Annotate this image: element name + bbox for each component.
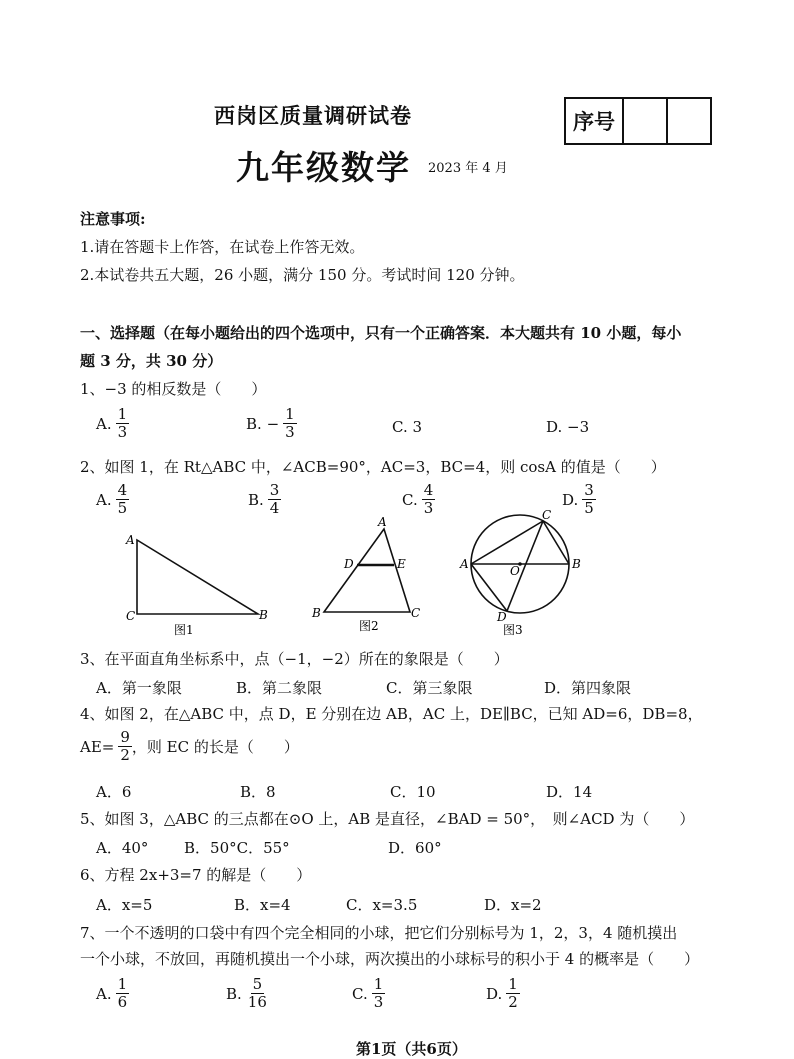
q7-a-fraction: $\frac{1}{6}$ <box>117 975 128 1011</box>
q2-d-fraction: $\frac{3}{5}$ <box>584 481 594 517</box>
fig1-label-b: B <box>259 608 268 622</box>
q3-stem: 3、在平面直角坐标系中，点（−1，−2）所在的象限是（ ） <box>80 650 509 668</box>
q7-option-b: B. $\frac{5}{16}$ <box>226 975 267 1011</box>
q7-option-d: D. $\frac{1}{2}$ <box>486 975 518 1011</box>
notes-item-2: 2.本试卷共五大题，26 小题，满分 150 分。考试时间 120 分钟。 <box>80 266 525 284</box>
notes-heading: 注意事项: <box>80 210 146 228</box>
q4-option-a: A．6 <box>96 783 132 801</box>
exam-date: 2023 年 4 月 <box>428 161 508 176</box>
section1-heading-line1: 一、选择题（在每小题给出的四个选项中，只有一个正确答案．本大题共有 10 小题，每小 <box>80 324 682 342</box>
q4-option-c: C．10 <box>390 783 436 801</box>
q7-d-fraction: $\frac{1}{2}$ <box>508 975 518 1011</box>
exam-school-title: 西岗区质量调研试卷 <box>214 103 412 128</box>
q4-ae-fraction: $\frac{9}{2}$ <box>120 728 130 764</box>
section1-heading-line2: 题 3 分，共 30 分） <box>80 352 223 370</box>
fig3-label-c: C <box>542 508 552 522</box>
q3-option-a: A．第一象限 <box>96 679 182 697</box>
q1-option-d: D. −3 <box>546 418 590 436</box>
q1-option-c: C. 3 <box>392 418 423 436</box>
q3-option-b: B．第二象限 <box>236 679 323 697</box>
q7-stem-line2: 一个小球，不放回，再随机摸出一个小球，两次摸出的小球标号的积小于 4 的概率是（ ） <box>80 950 700 968</box>
q5-option-bc: B．50°C．55° <box>184 839 290 857</box>
q5-stem: 5、如图 3，△ABC 的三点都在⊙O 上，AB 是直径，∠BAD = 50°， 则∠ACD 为（ ） <box>80 810 695 828</box>
figure-2 <box>311 515 420 633</box>
fig3-label-d: D <box>497 610 507 624</box>
fig1-label-c: C <box>126 609 136 623</box>
fig2-caption: 图2 <box>359 619 379 633</box>
q6-stem: 6、方程 2x+3=7 的解是（ ） <box>80 866 312 884</box>
q7-option-a: A. $\frac{1}{6}$ <box>96 975 128 1011</box>
q2-option-a: A. $\frac{4}{5}$ <box>96 481 128 517</box>
q2-option-b: B. $\frac{3}{4}$ <box>248 481 280 517</box>
exam-subject-title: 九年级数学 <box>236 148 411 187</box>
q1-stem: 1、−3 的相反数是（ ） <box>80 380 267 398</box>
fig3-caption: 图3 <box>503 623 523 637</box>
fig1-label-a: A <box>126 533 135 547</box>
q6-option-d: D．x=2 <box>484 896 542 914</box>
fig2-label-a: A <box>378 515 387 529</box>
q1-option-a: A. $\frac{1}{3}$ <box>96 405 128 441</box>
q2-a-fraction: $\frac{4}{5}$ <box>117 481 128 517</box>
fig2-label-e: E <box>397 557 406 571</box>
q5-option-d: D．60° <box>388 839 442 857</box>
q2-b-fraction: $\frac{3}{4}$ <box>269 481 280 517</box>
fig2-label-b: B <box>312 606 321 620</box>
q6-option-b: B．x=4 <box>234 896 291 914</box>
q7-c-fraction: $\frac{1}{3}$ <box>373 975 384 1011</box>
q4-option-b: B．8 <box>240 783 276 801</box>
q4-stem-line2: AE= $\frac{9}{2}$ ，则 EC 的长是（ ） <box>80 728 299 764</box>
q2-stem: 2、如图 1，在 Rt△ABC 中，∠ACB=90°，AC=3，BC=4，则 cosA 的值是（ ） <box>80 458 666 476</box>
q7-option-c: C. $\frac{1}{3}$ <box>352 975 384 1011</box>
q4-stem: 4、如图 2，在△ABC 中，点 D，E 分别在边 AB，AC 上，DE∥BC，已知 AD=6，DB=8， <box>80 705 703 723</box>
fig3-label-a: A <box>460 557 469 571</box>
fig1-triangle <box>137 540 258 614</box>
fig3-chord-ac <box>471 521 543 564</box>
fig1-caption: 图1 <box>174 623 194 637</box>
q2-c-fraction: $\frac{4}{3}$ <box>423 481 434 517</box>
figure-3 <box>459 508 581 637</box>
fig3-label-b: B <box>572 557 581 571</box>
q3-option-c: C．第三象限 <box>386 679 473 697</box>
figure-1 <box>125 533 268 637</box>
q2-option-d: D. $\frac{3}{5}$ <box>562 481 594 517</box>
q1-a-fraction: $\frac{1}{3}$ <box>117 405 128 441</box>
page-footer: 第1页（共6页） <box>356 1040 467 1058</box>
q6-option-a: A．x=5 <box>96 896 153 914</box>
fig2-label-c: C <box>411 606 421 620</box>
q1-option-b: B. − $\frac{1}{3}$ <box>246 405 295 441</box>
q7-stem-line1: 7、一个不透明的口袋中有四个完全相同的小球，把它们分别标号为 1，2，3，4 随机摸出 <box>80 924 678 942</box>
q3-option-d: D．第四象限 <box>544 679 632 697</box>
fig3-chord-cb <box>543 521 569 564</box>
q5-option-a: A．40° <box>96 839 149 857</box>
q4-option-d: D．14 <box>546 783 593 801</box>
fig3-label-o: O <box>510 564 520 578</box>
q7-b-fraction: $\frac{5}{16}$ <box>247 975 267 1011</box>
notes-item-1: 1.请在答题卡上作答，在试卷上作答无效。 <box>80 238 365 256</box>
fig2-label-d: D <box>344 557 354 571</box>
serial-label: 序号 <box>566 99 624 143</box>
q2-option-c: C. $\frac{4}{3}$ <box>402 481 434 517</box>
q6-option-c: C．x=3.5 <box>346 896 418 914</box>
q1-b-fraction: $\frac{1}{3}$ <box>285 405 295 441</box>
